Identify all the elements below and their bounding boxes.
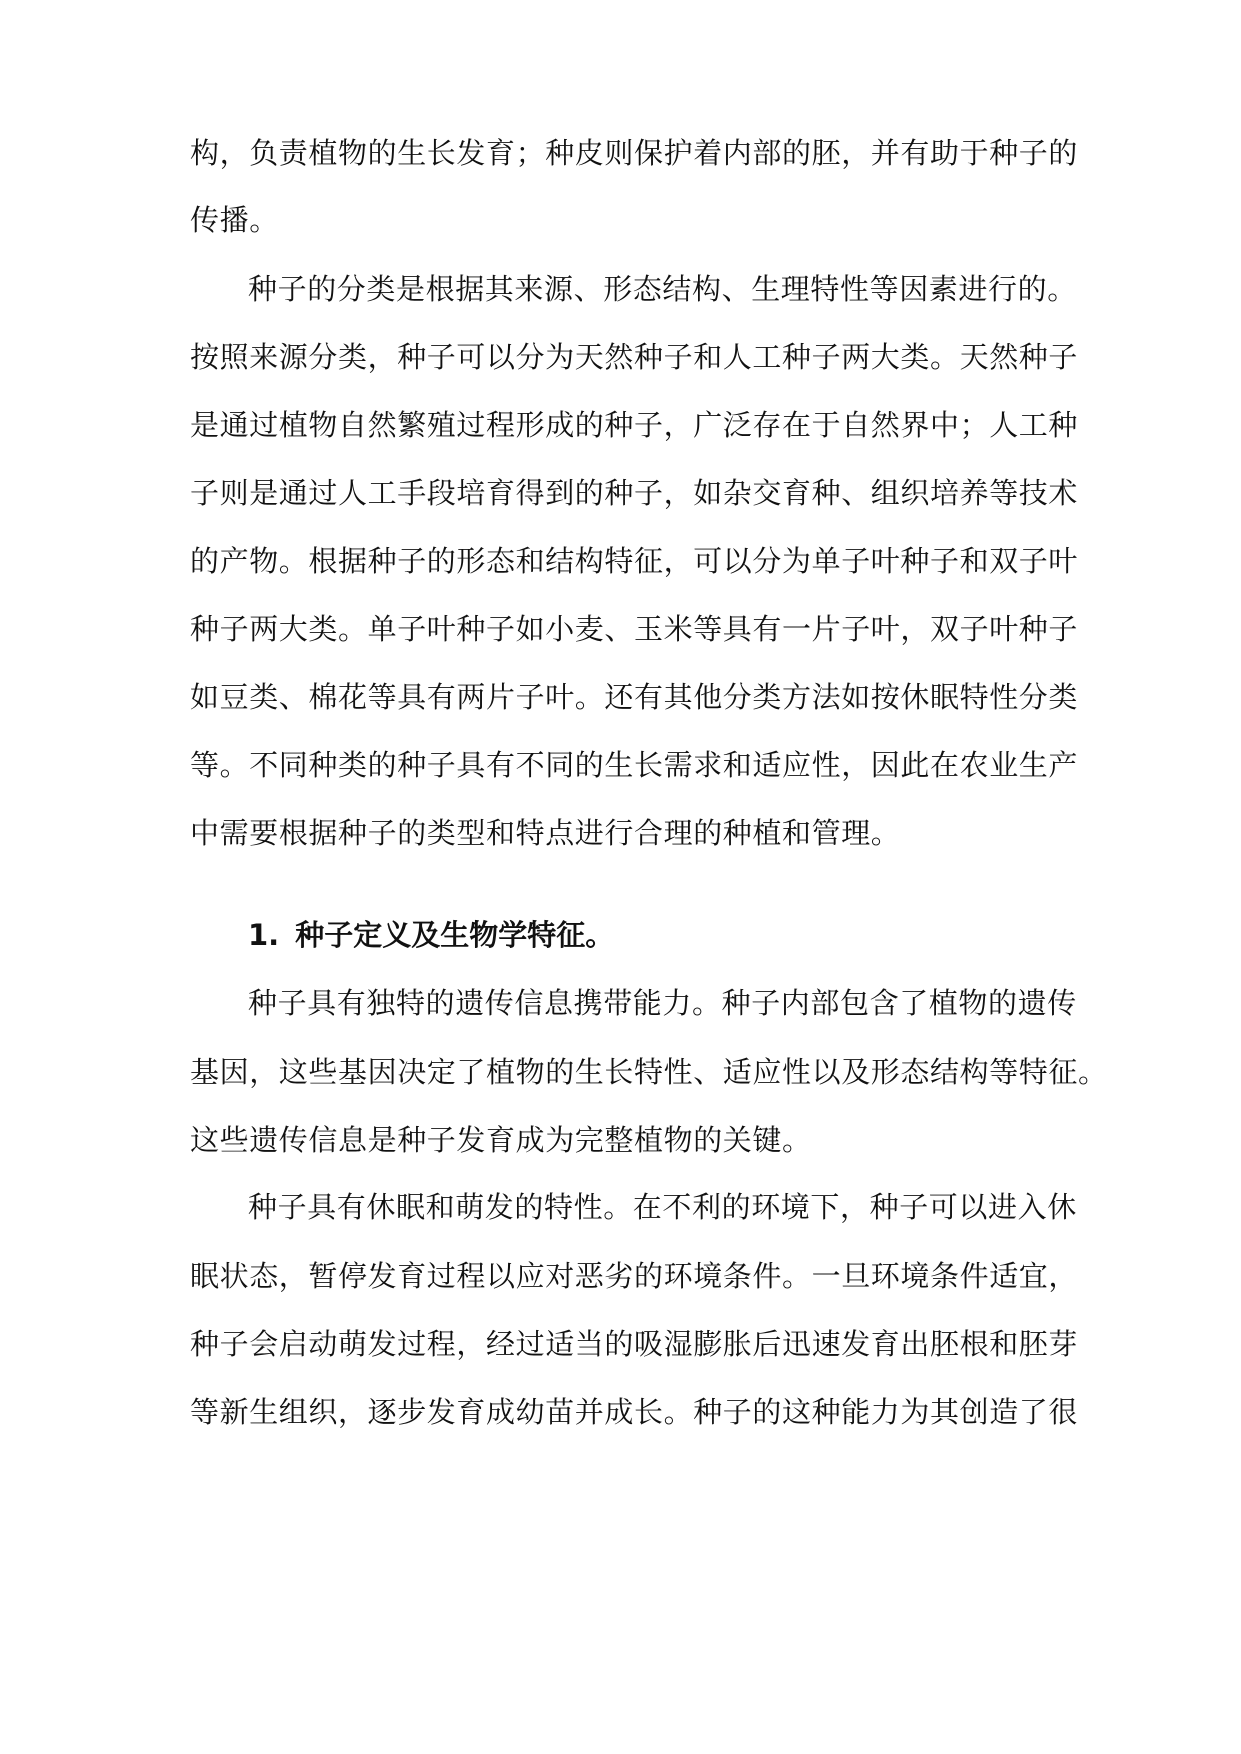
section-heading: [248, 915, 1070, 955]
text-line: 的产物。根据种子的形态和结构特征，可以分为单子叶种子和双子叶: [190, 544, 1079, 578]
text-line: 子则是通过人工手段培育得到的种子，如杂交育种、组织培养等技术: [190, 476, 1079, 510]
text-line: 如豆类、棉花等具有两片子叶。还有其他分类方法如按休眠特性分类: [190, 680, 1079, 714]
text-line: 传播。: [190, 203, 279, 237]
text-line: 种子具有独特的遗传信息携带能力。种子内部包含了植物的遗传: [248, 986, 1077, 1020]
text-line: 种子具有休眠和萌发的特性。在不利的环境下，种子可以进入休: [248, 1190, 1077, 1224]
text-line: 构，负责植物的生长发育；种皮则保护着内部的胚，并有助于种子的: [190, 136, 1079, 170]
text-line: 眠状态，暂停发育过程以应对恶劣的环境条件。一旦环境条件适宜，: [190, 1259, 1079, 1293]
section-title: 种子定义及生物学特征。: [295, 918, 615, 952]
text-line: 等新生组织，逐步发育成幼苗并成长。种子的这种能力为其创造了很: [190, 1395, 1079, 1429]
text-line: 中需要根据种子的类型和特点进行合理的种植和管理。: [190, 816, 901, 850]
section-number: 1.: [248, 918, 280, 952]
text-line: 基因，这些基因决定了植物的生长特性、适应性以及形态结构等特征。: [190, 1055, 1108, 1089]
text-line: 是通过植物自然繁殖过程形成的种子，广泛存在于自然界中；人工种: [190, 408, 1079, 442]
text-line: 这些遗传信息是种子发育成为完整植物的关键。: [190, 1123, 812, 1157]
text-line: 种子两大类。单子叶种子如小麦、玉米等具有一片子叶，双子叶种子: [190, 612, 1079, 646]
text-line: 等。不同种类的种子具有不同的生长需求和适应性，因此在农业生产: [190, 748, 1079, 782]
text-line: 种子会启动萌发过程，经过适当的吸湿膨胀后迅速发育出胚根和胚芽: [190, 1327, 1079, 1361]
text-line: 种子的分类是根据其来源、形态结构、生理特性等因素进行的。: [248, 272, 1077, 306]
text-line: 按照来源分类，种子可以分为天然种子和人工种子两大类。天然种子: [190, 340, 1079, 374]
